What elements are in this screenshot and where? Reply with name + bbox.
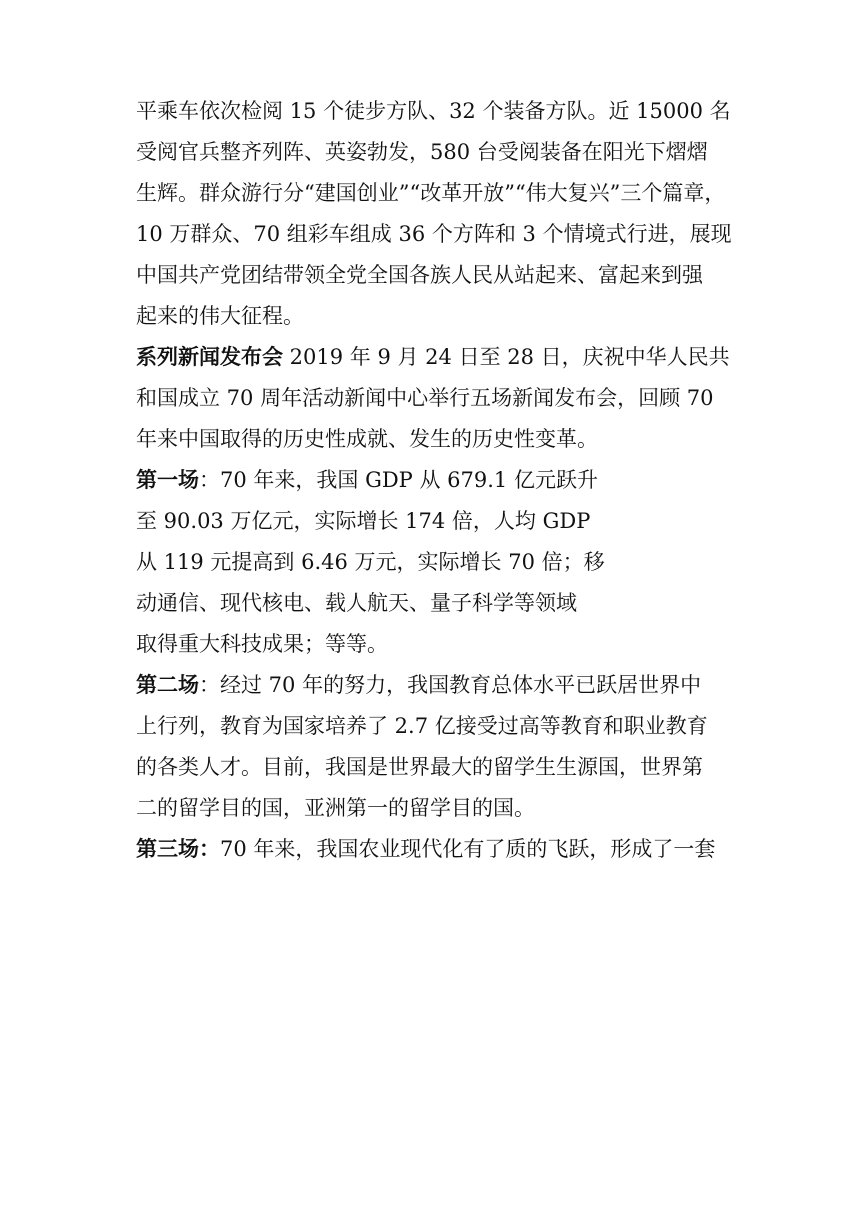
press-line: 年来中国取得的历史性成就、发生的历史性变革。	[136, 427, 598, 451]
session1-heading: 第一场	[136, 468, 199, 492]
press-heading: 系列新闻发布会	[136, 345, 283, 369]
paragraph-line: 起来的伟大征程。	[136, 304, 304, 328]
session1-first-line	[136, 465, 598, 495]
session1-line: 取得重大科技成果；等等。	[136, 632, 388, 656]
paragraph-line: 10 万群众、70 组彩车组成 36 个方阵和 3 个情境式行进，展现	[136, 222, 732, 246]
press-paragraph-first-line	[136, 342, 730, 372]
session2-line: 上行列，教育为国家培养了 2.7 亿接受过高等教育和职业教育	[136, 714, 708, 738]
session1-line: 从 119 元提高到 6.46 万元，实际增长 70 倍；移	[136, 550, 605, 574]
session1-line: ：70 年来，我国 GDP 从 679.1 亿元跃升	[199, 468, 598, 492]
session2-heading: 第二场	[136, 673, 199, 697]
session2-line: 的各类人才。目前，我国是世界最大的留学生生源国，世界第	[136, 755, 703, 779]
paragraph-line: 受阅官兵整齐列阵、英姿勃发，580 台受阅装备在阳光下熠熠	[136, 140, 708, 164]
paragraph-line: 生辉。群众游行分“建国创业”“改革开放”“伟大复兴”三个篇章，	[136, 181, 726, 205]
paragraph-line: 中国共产党团结带领全党全国各族人民从站起来、富起来到强	[136, 263, 703, 287]
session2-line: 二的留学目的国，亚洲第一的留学目的国。	[136, 796, 535, 820]
session1-line: 动通信、现代核电、载人航天、量子科学等领域	[136, 591, 577, 615]
session3-heading: 第三场：	[136, 837, 220, 861]
paragraph-line: 平乘车依次检阅 15 个徒步方队、32 个装备方队。近 15000 名	[136, 99, 731, 123]
session1-line: 至 90.03 万亿元，实际增长 174 倍，人均 GDP	[136, 509, 591, 533]
press-line: 2019 年 9 月 24 日至 28 日，庆祝中华人民共	[283, 345, 730, 369]
session3-first-line	[136, 834, 715, 864]
session2-first-line	[136, 670, 701, 700]
session3-line: 70 年来，我国农业现代化有了质的飞跃，形成了一套	[220, 837, 716, 861]
press-line: 和国成立 70 周年活动新闻中心举行五场新闻发布会，回顾 70	[136, 386, 714, 410]
session2-line: ：经过 70 年的努力，我国教育总体水平已跃居世界中	[199, 673, 702, 697]
